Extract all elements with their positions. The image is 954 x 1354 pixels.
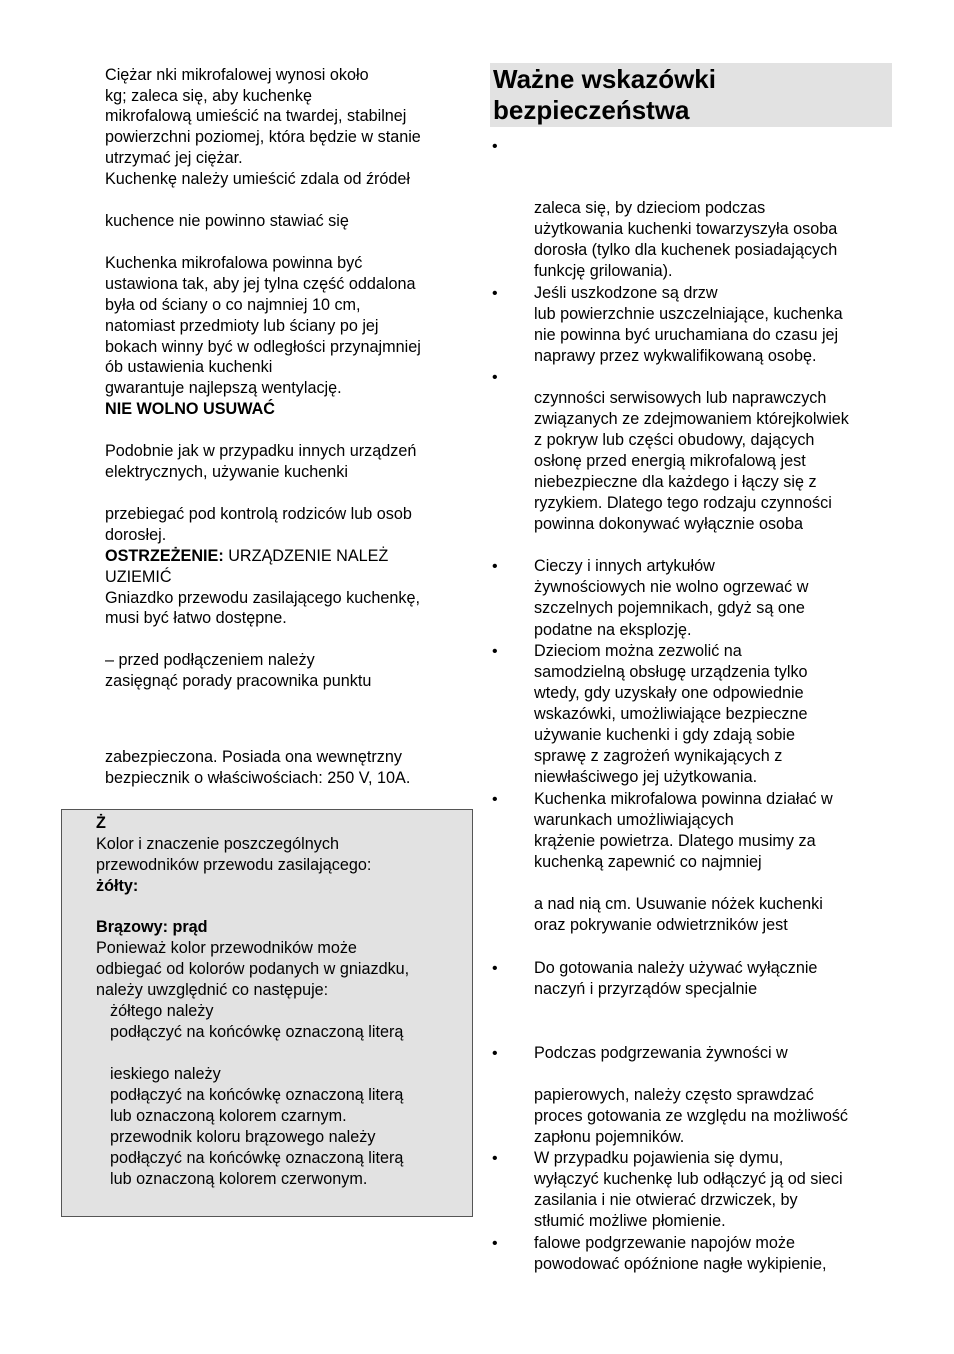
bullet-marker: • [492, 1150, 498, 1167]
text-line: naczyń i przyrządów specjalnie [534, 980, 758, 998]
text-line: zaleca się, by dzieciom podczas [534, 199, 766, 217]
bullet-marker: • [492, 960, 498, 977]
text-line: Kuchenkę należy umieścić zdala od źródeł [105, 170, 411, 188]
text-line: papierowych, należy często sprawdzać [534, 1086, 814, 1104]
text-line: dorosłej. [105, 526, 167, 544]
text-line: krążenie powietrza. Dlatego musimy za [534, 832, 816, 850]
text-line: z pokryw lub części obudowy, dających [534, 431, 815, 449]
text-line: szczelnych pojemnikach, gdyż są one [534, 599, 805, 617]
box-line: podłączyć na końcówkę oznaczoną literą [110, 1086, 404, 1104]
text-line: powierzchni poziomej, która będzie w stanie [105, 128, 421, 146]
text-line: czynności serwisowych lub naprawczych [534, 389, 827, 407]
warning-text: URZĄDZENIE NALEŻ [228, 547, 389, 565]
text-line: powinna dokonywać wyłącznie osoba [534, 515, 804, 533]
text-line: Dzieciom można zezwolić na [534, 642, 742, 660]
bullet-marker: • [492, 643, 498, 660]
box-line: żółtego należy [110, 1002, 214, 1020]
title-line-1: Ważne wskazówki [493, 64, 716, 94]
text-line: zapłonu pojemników. [534, 1128, 685, 1146]
text-line: samodzielną obsługę urządzenia tylko [534, 663, 808, 681]
box-line-bold: Brązowy: prąd [96, 918, 208, 936]
text-line-bold: NIE WOLNO USUWAĆ [105, 400, 275, 418]
box-line: ieskiego należy [110, 1065, 221, 1083]
text-line: natomiast przedmioty lub ściany po jej [105, 317, 379, 335]
text-line: lub powierzchnie uszczelniające, kuchenka [534, 305, 843, 323]
bullet-marker: • [492, 138, 498, 155]
box-line: podłączyć na końcówkę oznaczoną literą [110, 1149, 404, 1167]
text-line: kuchence nie powinno stawiać się [105, 212, 349, 230]
text-line: wyłączyć kuchenkę lub odłączyć ją od sieci [534, 1170, 843, 1188]
text-line: ób ustawienia kuchenki [105, 358, 273, 376]
bullet-marker: • [492, 1045, 498, 1062]
text-line: W przypadku pojawienia się dymu, [534, 1149, 784, 1167]
text-line: powodować opóźnione nagłe wykipienie, [534, 1255, 827, 1273]
bullet-marker: • [492, 1235, 498, 1252]
text-line: Podobnie jak w przypadku innych urządzeń [105, 442, 417, 460]
text-line: niebezpieczne dla każdego i łączy się z [534, 473, 817, 491]
text-line: Podczas podgrzewania żywności w [534, 1044, 788, 1062]
text-line: osłonę przed energią mikrofalową jest [534, 452, 806, 470]
text-line: stłumić możliwe płomienie. [534, 1212, 726, 1230]
text-line: niewłaściwego jej użytkowania. [534, 768, 758, 786]
warning-label: OSTRZEŻENIE: [105, 547, 224, 565]
text-line: kg; zaleca się, aby kuchenkę [105, 87, 312, 105]
text-line: mikrofalową umieścić na twardej, stabilnej [105, 107, 407, 125]
text-line: gwarantuje najlepszą wentylację. [105, 379, 342, 397]
box-line: przewodników przewodu zasilającego: [96, 856, 372, 874]
text-line: była od ściany o co najmniej 10 cm, [105, 296, 361, 314]
box-heading: Ż [96, 814, 106, 832]
text-line: Cieczy i innych artykułów [534, 557, 715, 575]
text-line: UZIEMIĆ [105, 568, 172, 586]
text-line: falowe podgrzewanie napojów może [534, 1234, 795, 1252]
text-line: a nad nią cm. Usuwanie nóżek kuchenki [534, 895, 823, 913]
warning-line [105, 546, 388, 567]
text-line: – przed podłączeniem należy [105, 651, 315, 669]
text-line: utrzymać jej ciężar. [105, 149, 243, 167]
text-line: proces gotowania ze względu na możliwość [534, 1107, 849, 1125]
text-line: ryzykiem. Dlatego tego rodzaju czynności [534, 494, 832, 512]
box-line: odbiegać od kolorów podanych w gniazdku, [96, 960, 410, 978]
text-line: przebiegać pod kontrolą rodziców lub osob [105, 505, 412, 523]
text-line: Ciężar nki mikrofalowej wynosi około [105, 66, 369, 84]
box-line-bold: żółty: [96, 877, 139, 895]
text-line: musi być łatwo dostępne. [105, 609, 287, 627]
box-line: Kolor i znaczenie poszczególnych [96, 835, 339, 853]
box-line: lub oznaczoną kolorem czerwonym. [110, 1170, 368, 1188]
text-line: kuchenką zapewnić co najmniej [534, 853, 762, 871]
bullet-marker: • [492, 558, 498, 575]
text-line: używanie kuchenki i gdy zdają sobie [534, 726, 795, 744]
text-line: użytkowania kuchenki towarzyszyła osoba [534, 220, 838, 238]
text-line: elektrycznych, używanie kuchenki [105, 463, 348, 481]
title-line-2: bezpieczeństwa [493, 95, 690, 125]
box-line: lub oznaczoną kolorem czarnym. [110, 1107, 347, 1125]
text-line: zabezpieczona. Posiada ona wewnętrzny [105, 748, 402, 766]
bullet-marker: • [492, 285, 498, 302]
box-line: przewodnik koloru brązowego należy [110, 1128, 376, 1146]
text-line: Kuchenka mikrofalowa powinna być [105, 254, 363, 272]
box-line: należy uwzględnić co następuje: [96, 981, 329, 999]
text-line: oraz pokrywanie odwietrzników jest [534, 916, 788, 934]
text-line: funkcję grilowania). [534, 262, 673, 280]
text-line: bezpiecznik o właściwościach: 250 V, 10A. [105, 769, 411, 787]
text-line: żywnościowych nie wolno ogrzewać w [534, 578, 809, 596]
text-line: bokach winny być w odległości przynajmniej [105, 338, 421, 356]
text-line: Kuchenka mikrofalowa powinna działać w [534, 790, 833, 808]
text-line: zasilania i nie otwierać drzwiczek, by [534, 1191, 798, 1209]
page-title [493, 64, 716, 126]
text-line: wskazówki, umożliwiające bezpieczne [534, 705, 808, 723]
text-line: Jeśli uszkodzone są drzw [534, 284, 718, 302]
box-line: podłączyć na końcówkę oznaczoną literą [110, 1023, 404, 1041]
text-line: zasięgnąć porady pracownika punktu [105, 672, 372, 690]
text-line: warunkach umożliwiających [534, 811, 734, 829]
text-line: podatne na eksplozję. [534, 621, 692, 639]
text-line: związanych ze zdejmowaniem którejkolwiek [534, 410, 849, 428]
bullet-marker: • [492, 791, 498, 808]
text-line: ustawiona tak, aby jej tylna część oddalona [105, 275, 416, 293]
text-line: wtedy, gdy uzyskały one odpowiednie [534, 684, 804, 702]
box-line: Ponieważ kolor przewodników może [96, 939, 357, 957]
text-line: Gniazdko przewodu zasilającego kuchenkę, [105, 589, 420, 607]
text-line: dorosła (tylko dla kuchenek posiadających [534, 241, 838, 259]
text-line: sprawę z zagrożeń wynikających z [534, 747, 783, 765]
bullet-marker: • [492, 369, 498, 386]
text-line: naprawy przez wykwalifikowaną osobę. [534, 347, 817, 365]
text-line: Do gotowania należy używać wyłącznie [534, 959, 818, 977]
text-line: nie powinna być uruchamiana do czasu jej [534, 326, 839, 344]
